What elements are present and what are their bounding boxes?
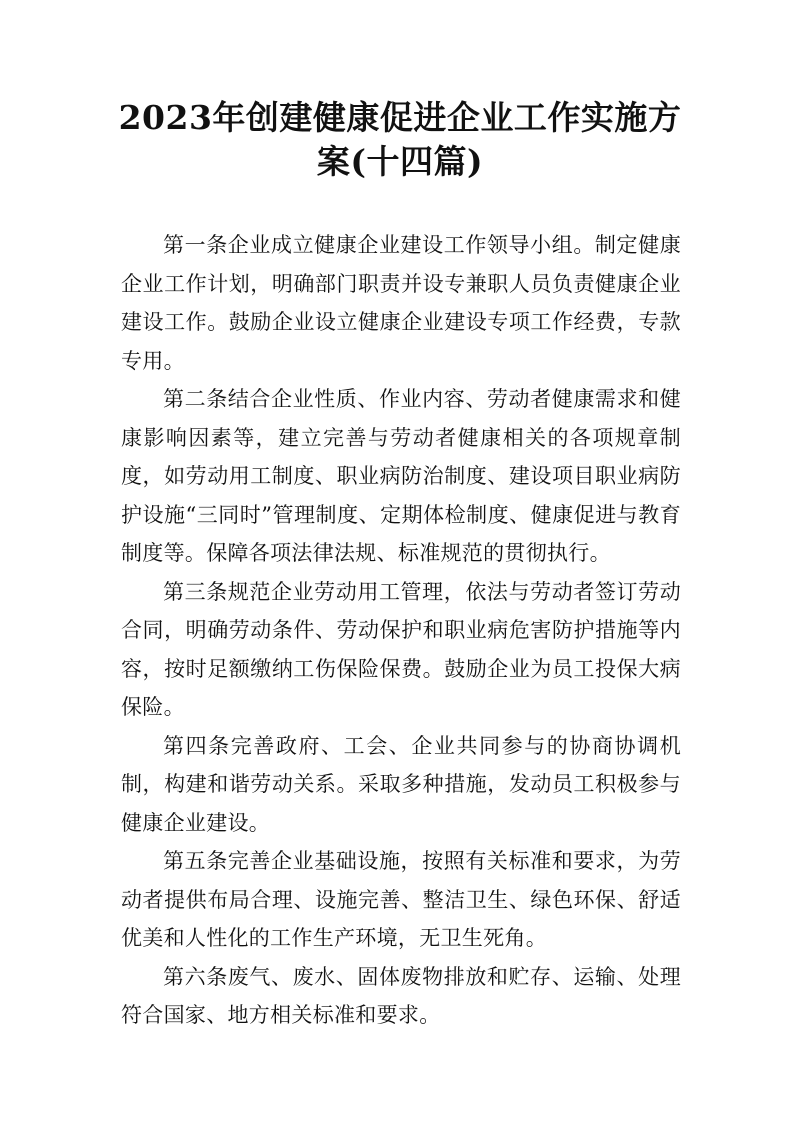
document-title: 2023年创建健康促进企业工作实施方案(十四篇) — [118, 98, 682, 181]
paragraph-article-6: 第六条废气、废水、固体废物排放和贮存、运输、处理符合国家、地方相关标准和要求。 — [121, 964, 681, 1027]
paragraph-article-1: 第一条企业成立健康企业建设工作领导小组。制定健康企业工作计划，明确部门职责并设专兼职人员负责健康企业建设工作。鼓励企业设立健康企业建设专项工作经费，专款专用。 — [121, 233, 681, 373]
paragraph-article-5: 第五条完善企业基础设施，按照有关标准和要求，为劳动者提供布局合理、设施完善、整洁卫生、绿色环保、舒适优美和人性化的工作生产环境，无卫生死角。 — [121, 849, 681, 950]
paragraph-article-4: 第四条完善政府、工会、企业共同参与的协商协调机制，构建和谐劳动关系。采取多种措施，发动员工积极参与健康企业建设。 — [121, 733, 681, 835]
paragraph-article-3: 第三条规范企业劳动用工管理，依法与劳动者签订劳动合同，明确劳动条件、劳动保护和职业病危害防护措施等内容，按时足额缴纳工伤保险保费。鼓励企业为员工投保大病保险。 — [121, 579, 681, 719]
paragraph-article-2: 第二条结合企业性质、作业内容、劳动者健康需求和健康影响因素等，建立完善与劳动者健康相关的各项规章制度，如劳动用工制度、职业病防治制度、建设项目职业病防护设施“三同时”管理制度、定期体检制度、健康促进与教育制度等。保障各项法律法规、标准规范的贯彻执行。 — [121, 387, 681, 565]
document-body — [121, 226, 681, 1035]
